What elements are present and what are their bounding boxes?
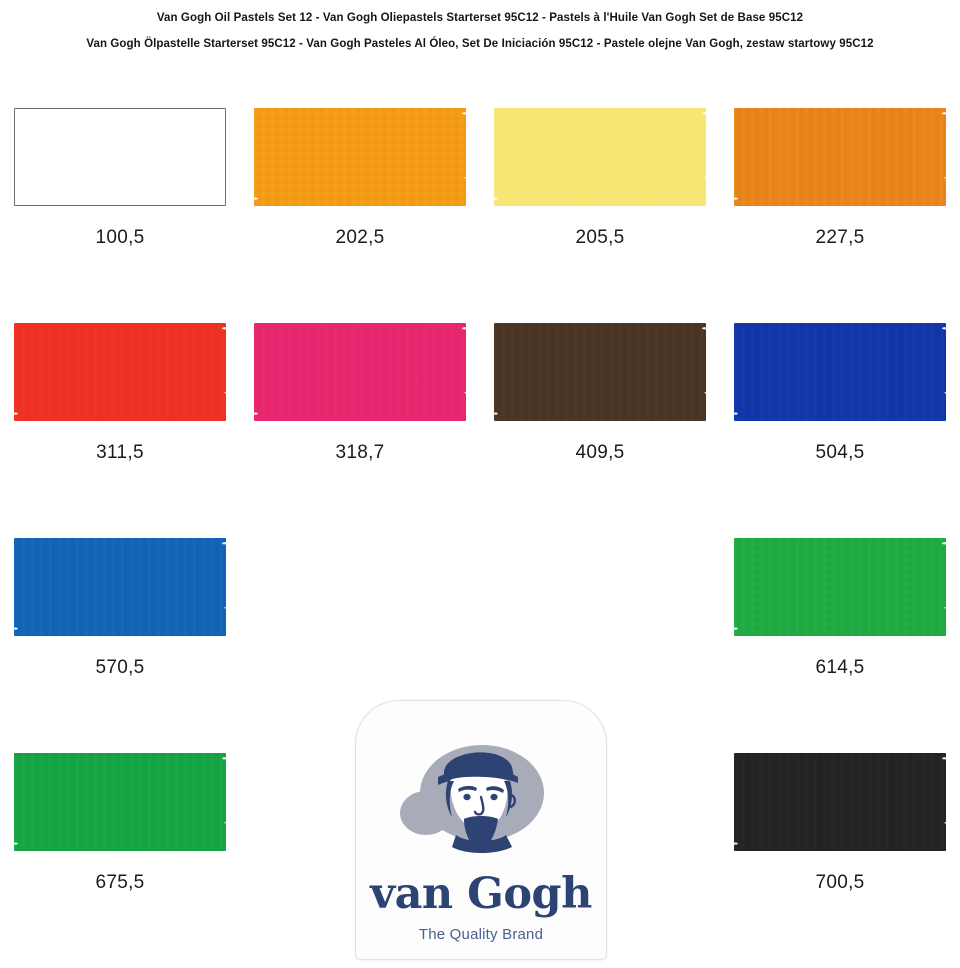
swatch-texture <box>494 323 706 421</box>
swatch-205-5 <box>494 108 706 206</box>
swatch-wrap <box>720 108 960 213</box>
swatch-label: 202,5 <box>335 226 385 248</box>
swatch-cell <box>720 108 960 323</box>
swatch-edge <box>731 105 949 209</box>
swatch-409-5 <box>494 323 706 421</box>
swatch-wrap <box>480 108 720 213</box>
swatch-edge <box>251 105 469 209</box>
swatch-label: 614,5 <box>815 656 865 678</box>
swatch-wrap <box>240 108 480 213</box>
swatch-100-5 <box>14 108 226 206</box>
van-gogh-portrait-icon <box>386 731 576 871</box>
swatch-wrap <box>480 323 720 428</box>
swatch-texture <box>734 323 946 421</box>
swatch-edge <box>251 320 469 424</box>
swatch-texture <box>494 108 706 206</box>
swatch-700-5 <box>734 753 946 851</box>
swatch-texture <box>734 753 946 851</box>
document-header <box>0 0 960 52</box>
swatch-wrap <box>240 323 480 428</box>
swatch-570-5 <box>14 538 226 636</box>
swatch-texture <box>14 538 226 636</box>
header-title-line-1: Van Gogh Oil Pastels Set 12 - Van Gogh Oliepastels Starterset 95C12 - Pastels à l'Huile Van Gogh Set de Base 95C12 <box>156 12 804 24</box>
swatch-cell <box>480 108 720 323</box>
van-gogh-logo-plaque <box>355 700 607 960</box>
swatch-wrap <box>0 753 240 858</box>
swatch-edge <box>731 535 949 639</box>
swatch-label: 318,7 <box>335 441 385 463</box>
swatch-label: 100,5 <box>95 226 145 248</box>
swatch-edge <box>11 750 229 854</box>
swatch-label: 205,5 <box>575 226 625 248</box>
van-gogh-wordmark: van Gogh <box>370 869 592 919</box>
swatch-311-5 <box>14 323 226 421</box>
swatch-675-5 <box>14 753 226 851</box>
swatch-label: 570,5 <box>95 656 145 678</box>
swatch-cell <box>0 323 240 538</box>
swatch-label: 504,5 <box>815 441 865 463</box>
swatch-texture <box>254 108 466 206</box>
swatch-texture <box>734 108 946 206</box>
swatch-wrap <box>720 323 960 428</box>
swatch-wrap <box>720 538 960 643</box>
swatch-202-5 <box>254 108 466 206</box>
swatch-504-5 <box>734 323 946 421</box>
swatch-227-5 <box>734 108 946 206</box>
swatch-row <box>0 323 960 538</box>
swatch-texture <box>14 323 226 421</box>
swatch-row <box>0 108 960 323</box>
header-title-line-2: Van Gogh Ölpastelle Starterset 95C12 - Van Gogh Pasteles Al Óleo, Set De Iniciación 95C12 - Pastele olejne Van Gogh, zestaw startowy 95C12 <box>86 37 874 50</box>
swatch-318-7 <box>254 323 466 421</box>
swatch-label: 409,5 <box>575 441 625 463</box>
swatch-614-5 <box>734 538 946 636</box>
swatch-wrap <box>0 323 240 428</box>
swatch-cell <box>720 753 960 968</box>
swatch-texture <box>14 753 226 851</box>
swatch-edge <box>491 320 709 424</box>
swatch-wrap <box>0 538 240 643</box>
swatch-texture <box>254 323 466 421</box>
swatch-cell <box>720 538 960 753</box>
swatch-cell <box>720 323 960 538</box>
swatch-cell <box>480 323 720 538</box>
swatch-label: 675,5 <box>95 871 145 893</box>
swatch-wrap <box>720 753 960 858</box>
swatch-edge <box>11 320 229 424</box>
swatch-cell <box>0 753 240 968</box>
swatch-label: 311,5 <box>96 441 144 463</box>
swatch-label: 700,5 <box>815 871 865 893</box>
swatch-edge <box>11 535 229 639</box>
swatch-texture <box>734 538 946 636</box>
swatch-wrap <box>0 108 240 213</box>
swatch-edge <box>491 105 709 209</box>
swatch-cell <box>0 108 240 323</box>
swatch-cell <box>240 323 480 538</box>
swatch-cell <box>240 108 480 323</box>
swatch-label: 227,5 <box>815 226 865 248</box>
van-gogh-tagline: The Quality Brand <box>418 926 544 943</box>
swatch-edge <box>731 750 949 854</box>
swatch-cell <box>0 538 240 753</box>
swatch-edge <box>731 320 949 424</box>
